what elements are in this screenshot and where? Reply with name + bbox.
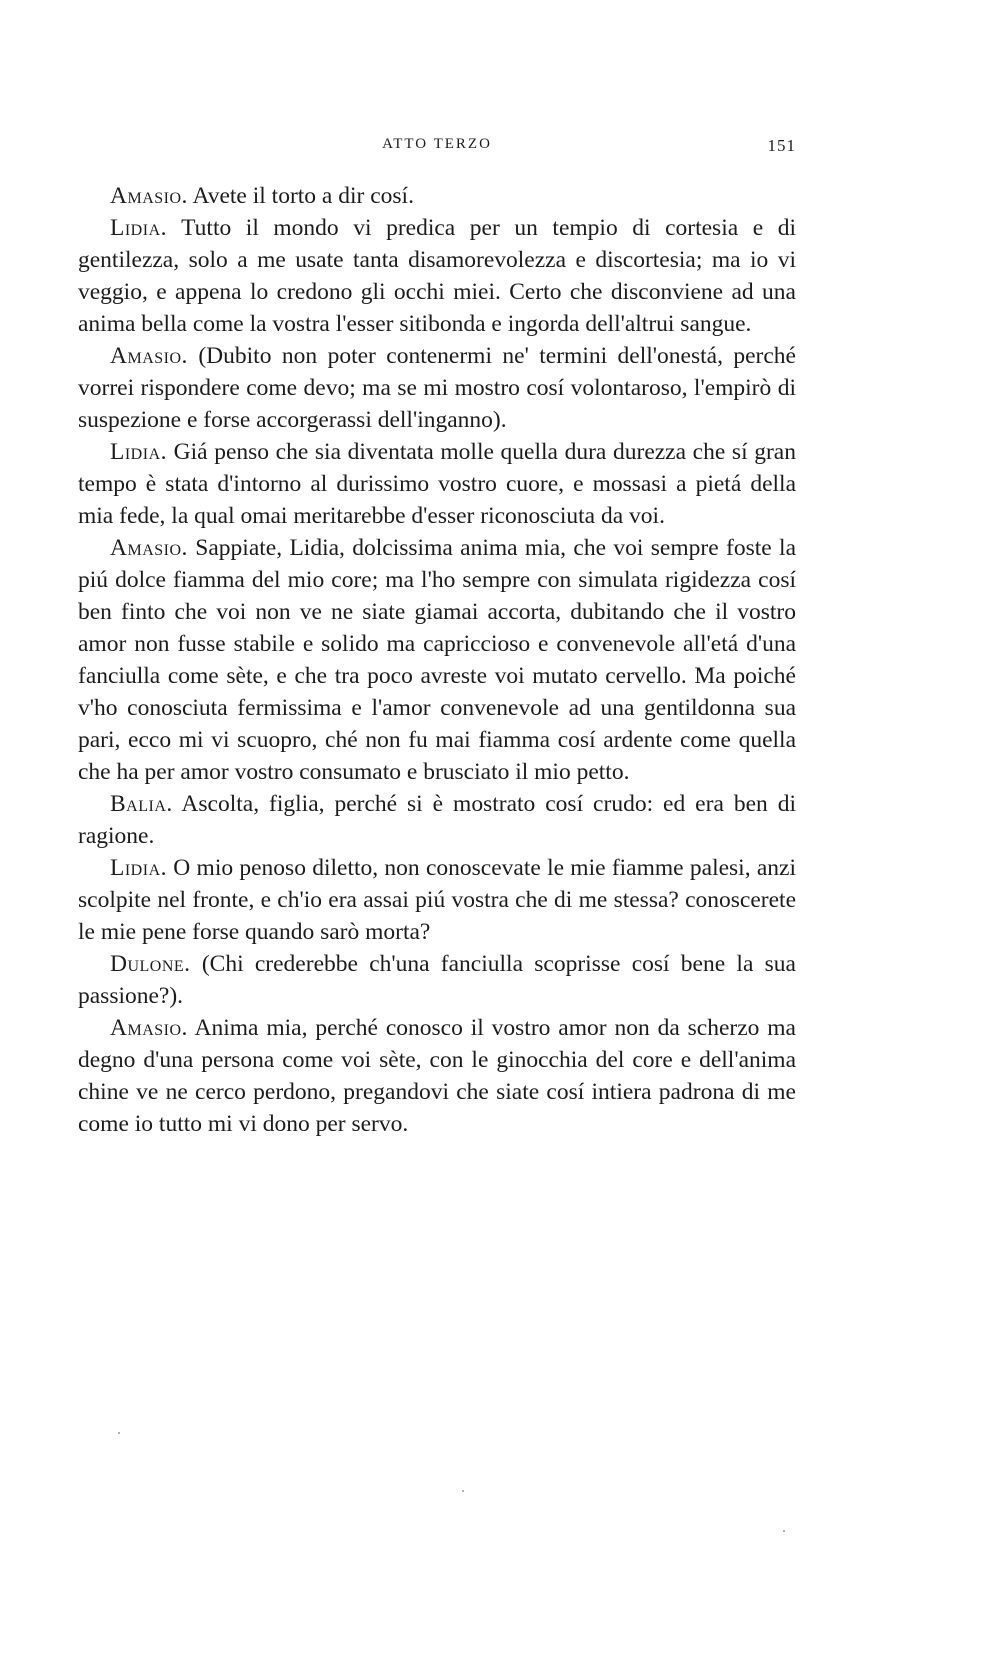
page-number: 151 [767,136,796,155]
paper-speck [462,1490,464,1492]
speech-text: Sappiate, Lidia, dolcissima anima mia, che voi sempre foste la piú dolce fiamma del mio core; ma l'ho sempre con simulata rigidezza cosí ben finto che voi non ve ne siate giamai accorta, dubitando che il vostro amor non fusse stabile e solido ma capriccioso e convenevole all'etá d'una fanciulla come sète, e che tra poco avreste voi mutato cervello. Ma poiché v'ho conosciuta fermissima e l'amor convenevole ad una gentildonna sua pari, ecco mi vi scuopro, ché non fu mai fiamma cosí ardente come quella che ha per amor vostro consumato e brusciato il mio petto. [78,535,796,785]
running-head [78,136,796,160]
speech-text: (Chi crederebbe ch'una fanciulla scoprisse cosí bene la sua passione?). [78,951,796,1009]
speech-text: Avete il torto a dir cosí. [187,183,414,209]
speaker-name: Amasio. [110,183,188,209]
speaker-name: Lidia. [110,855,167,881]
speaker-name: Amasio. [110,535,188,561]
speech-text: Anima mia, perché conosco il vostro amor non da scherzo ma degno d'una persona come voi sète, con le ginocchia del core e dell'anima chine ve ne cerco perdono, pregandovi che siate cosí intiera padrona di me come io tutto mi vi dono per servo. [78,1015,796,1137]
dialogue-paragraph [78,340,796,436]
speech-text: (Dubito non poter contenermi ne' termini dell'onestá, perché vorrei rispondere come devo; ma se mi mostro cosí volontaroso, l'empirò di suspezione e forse accorgerassi dell'inganno). [78,343,796,433]
dialogue-text [78,180,796,1140]
speaker-name: Amasio. [110,343,188,369]
dialogue-paragraph [78,212,796,340]
dialogue-paragraph [78,436,796,532]
speaker-name: Lidia. [110,439,167,465]
speech-text: Giá penso che sia diventata molle quella dura durezza che sí gran tempo è stata d'intorno al durissimo vostro cuore, e mossasi a pietá della mia fede, la qual omai meritarebbe d'esser riconosciuta da voi. [78,439,796,529]
dialogue-paragraph [78,948,796,1012]
paper-speck [783,1530,785,1532]
dialogue-paragraph [78,852,796,948]
running-title: ATTO TERZO [382,136,492,152]
paper-speck [118,1432,120,1434]
speech-text: Ascolta, figlia, perché si è mostrato cosí crudo: ed era ben di ragione. [78,791,796,849]
dialogue-paragraph [78,532,796,788]
speech-text: O mio penoso diletto, non conoscevate le mie fiamme palesi, anzi scolpite nel fronte, e ch'io era assai piú vostra che di me stessa? conoscerete le mie pene forse quando sarò morta? [78,855,796,945]
speaker-name: Dulone. [110,951,191,977]
dialogue-paragraph [78,1012,796,1140]
speaker-name: Lidia. [110,215,167,241]
dialogue-paragraph [78,788,796,852]
speech-text: Tutto il mondo vi predica per un tempio di cortesia e di gentilezza, solo a me usate tanta disamorevolezza e discortesia; ma io vi veggio, e appena lo credono gli occhi miei. Certo che disconviene ad una anima bella come la vostra l'esser sitibonda e ingorda dell'altrui sangue. [78,215,796,337]
speaker-name: Amasio. [110,1015,188,1041]
dialogue-paragraph [78,180,796,212]
speaker-name: Balia. [110,791,173,817]
